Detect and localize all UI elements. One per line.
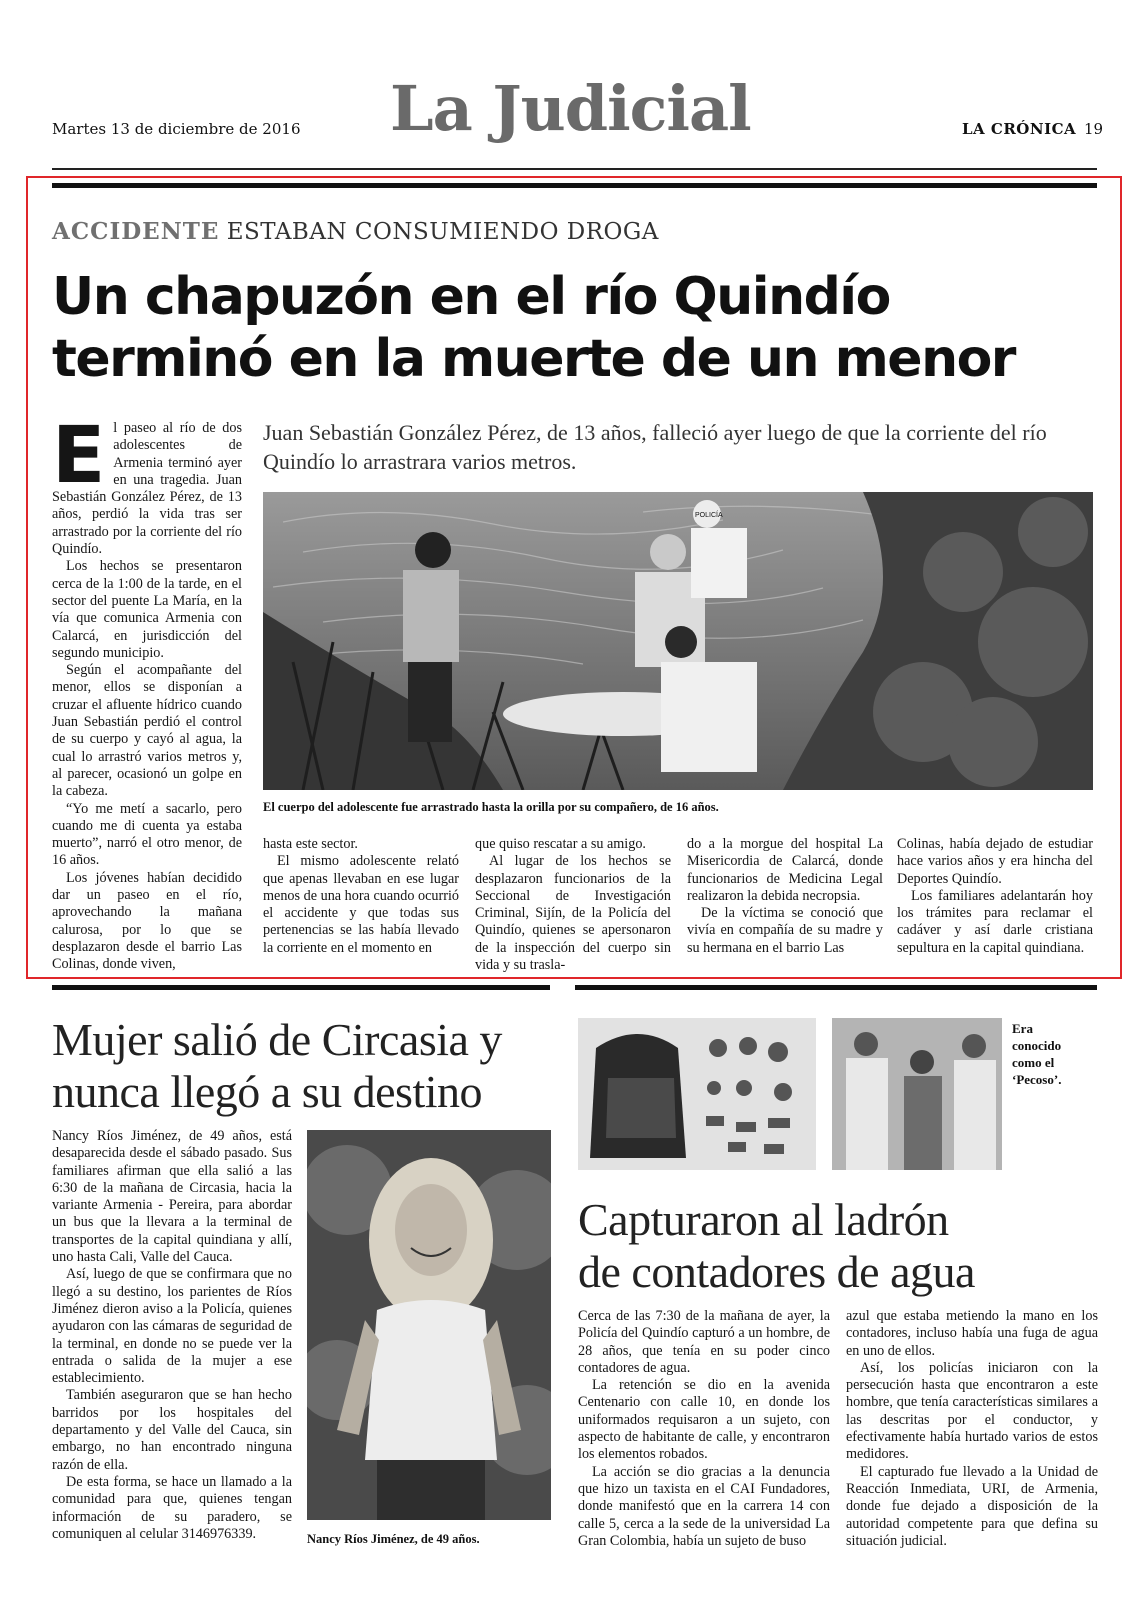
lead-p1-text: l paseo al río de dos adolescentes de Armenia terminó ayer en una tragedia. Juan Sebastián González Pérez, de 13 años, perdió la vida tras ser arrastrado por la corriente del río Quindío. xyxy=(52,420,242,558)
lead-photo xyxy=(263,492,1093,790)
story2-rule xyxy=(52,985,550,990)
backpack-and-meters-illustration xyxy=(578,1018,816,1170)
lead-column-5 xyxy=(897,836,1093,957)
story2-paragraph-2: Así, luego de que se confirmara que no llegó a su destino, los parientes de Ríos Jiménez dieron aviso a la Policía, quienes ayudaron con las cámaras de seguridad de la terminal, en donde no se puede ver la entrada o salida de la mujer a ese establecimiento. xyxy=(52,1266,292,1387)
story2-paragraph-3: También aseguraron que se han hecho barridos por los hospitales del departamento y del Valle del Cauca, sin embargo, no han encontrado ninguna razón de ella. xyxy=(52,1387,292,1473)
lead-headline xyxy=(52,266,1112,390)
newspaper-name: LA CRÓNICA xyxy=(962,120,1077,138)
lead-paragraph-5: Los jóvenes habían decidido dar un paseo en el río, aprovechando la mañana calurosa, por lo que se desplazaron desde el barrio Las Colinas, donde viven, xyxy=(52,869,242,973)
story3-b-paragraph-3: El capturado fue llevado a la Unidad de Reacción Inmediata, URI, de Armenia, donde fue dejado a disposición de la autoridad competente para que defina su situación judicial. xyxy=(846,1463,1098,1549)
section-title: La Judicial xyxy=(390,72,751,145)
river-scene-illustration xyxy=(263,492,1093,790)
lead-kicker xyxy=(52,218,659,245)
col2-paragraph-2: El mismo adolescente relató que apenas llevaban en ese lugar menos de una hora cuando ocurrió el accidente y que todas sus pertenencias se las había llevado la corriente en el momento en xyxy=(263,853,459,956)
page-number: 19 xyxy=(1084,120,1104,138)
story3-a-paragraph-3: La acción se dio gracias a la denuncia que hizo un taxista en el CAI Fundadores, donde manifestó que en la carrera 14 con calle 5, cerca a la sede de la universidad La Gran Colombia, había un sujeto de buso xyxy=(578,1463,830,1549)
lead-photo-caption: El cuerpo del adolescente fue arrastrado hasta la orilla por su compañero, de 16 años. xyxy=(263,800,719,814)
story2-paragraph-4: De esta forma, se hace un llamado a la comunidad para que, quienes tengan información de su paradero, se comuniquen al celular 3146976339. xyxy=(52,1473,292,1542)
lead-headline-line-1: Un chapuzón en el río Quindío xyxy=(52,267,890,327)
story2-photo-caption: Nancy Ríos Jiménez, de 49 años. xyxy=(307,1532,480,1546)
col5-paragraph-2: Los familiares adelantarán hoy los trámites para reclamar el cadáver y así darle cristiana sepultura en la capital quindiana. xyxy=(897,887,1093,956)
story2-headline xyxy=(52,1014,552,1118)
drop-cap: E xyxy=(52,411,106,501)
stolen-items-photo xyxy=(578,1018,816,1170)
col3-paragraph-2: Al lugar de los hechos se desplazaron funcionarios de la Seccional de Investigación Criminal, Sijín, de la Policía del Quindío, quienes se apersonaron de la inspección del cuerpo sin vida y su trasla- xyxy=(475,853,671,974)
story3-column-b xyxy=(846,1308,1098,1550)
suspect-photo xyxy=(832,1018,1002,1170)
story3-headline-line-2: de contadores de agua xyxy=(578,1246,975,1297)
story2-headline-line-2: nunca llegó a su destino xyxy=(52,1066,483,1117)
story3-b-paragraph-1: azul que estaba metiendo la mano en los contadores, incluso había una fuga de agua en uno de ellos. xyxy=(846,1308,1098,1359)
lead-paragraph-2: Los hechos se presentaron cerca de la 1:00 de la tarde, en el sector del puente La María, en la vía que comunica Armenia con Calarcá, en jurisdicción del segundo municipio. xyxy=(52,558,242,661)
lead-headline-line-2: terminó en la muerte de un menor xyxy=(52,329,1015,389)
story2-text xyxy=(52,1128,292,1543)
story2-headline-line-1: Mujer salió de Circasia y xyxy=(52,1014,502,1065)
lead-paragraph-4: “Yo me metí a sacarlo, pero cuando me di cuenta ya estaba muerto”, narró el otro menor, de 16 años. xyxy=(52,800,242,869)
story3-headline-line-1: Capturaron al ladrón xyxy=(578,1194,949,1245)
lead-story-rule xyxy=(52,183,1097,188)
kicker-text: ESTABAN CONSUMIENDO DROGA xyxy=(226,219,659,245)
story3-headline xyxy=(578,1194,1098,1298)
story3-a-paragraph-1: Cerca de las 7:30 de la mañana de ayer, la Policía del Quindío capturó a un hombre, de 28 años, que tenía en su poder cinco contadores de agua. xyxy=(578,1308,830,1376)
kicker-tag: ACCIDENTE xyxy=(52,218,220,245)
story2-paragraph-1: Nancy Ríos Jiménez, de 49 años, está desaparecida desde el sábado pasado. Sus familiares afirman que ella salió a las 6:30 de la mañana de Circasia, hacia la variante Armenia - Pereira, para abordar un bus que la llevara a la terminal de transportes de la capital quindiana y allí, uno hasta Cali, Valle del Cauca. xyxy=(52,1128,292,1266)
woman-portrait-illustration xyxy=(307,1130,551,1520)
col5-paragraph-1: Colinas, había dejado de estudiar hace varios años y era hincha del Deportes Quindío. xyxy=(897,836,1093,887)
issue-date: Martes 13 de diciembre de 2016 xyxy=(52,120,301,138)
col4-paragraph-1: do a la morgue del hospital La Misericordia de Calarcá, donde funcionarios de Medicina Legal realizaron la debida necropsia. xyxy=(687,836,883,904)
photo-badge: POLICÍA xyxy=(695,512,723,519)
suspect-side-caption: Era conocido como el ‘Pecoso’. xyxy=(1012,1021,1062,1087)
story3-rule xyxy=(575,985,1097,990)
lead-column-4 xyxy=(687,836,883,957)
lead-deck: Juan Sebastián González Pérez, de 13 años, falleció ayer luego de que la corriente del río Quindío lo arrastrara varios metros. xyxy=(263,420,1047,474)
lead-column-1 xyxy=(52,411,242,974)
story3-column-a xyxy=(578,1308,830,1550)
lead-column-3 xyxy=(475,836,671,974)
lead-paragraph-3: Según el acompañante del menor, ellos se disponían a cruzar el afluente hídrico cuando Juan Sebastián perdió el control de su cuerpo y cayó al agua, la cual lo arrastró varios metros y, al parecer, ocasionó un golpe en la cabeza. xyxy=(52,662,242,800)
lead-paragraph-1 xyxy=(52,411,242,558)
story2-photo xyxy=(307,1130,551,1520)
col2-paragraph-1: hasta este sector. xyxy=(263,836,358,852)
col4-paragraph-2: De la víctima se conoció que vivía en compañía de su madre y su hermana en el barrio Las xyxy=(687,905,883,956)
police-and-suspect-illustration xyxy=(832,1018,1002,1170)
story3-b-paragraph-2: Así, los policías iniciaron con la persecución hasta que encontraron a este hombre, que tenía características similares a las descritas por el conductor, y efectivamente había hurtado varios de estos medidores. xyxy=(846,1359,1098,1463)
story3-a-paragraph-2: La retención se dio en la avenida Centenario con calle 10, en donde los uniformados requisaron a un sujeto, con aspecto de habitante de calle, y encontraron los elementos robados. xyxy=(578,1377,830,1463)
header-rule xyxy=(52,168,1097,170)
lead-column-2 xyxy=(263,836,459,957)
col3-paragraph-1: que quiso rescatar a su amigo. xyxy=(475,836,646,852)
